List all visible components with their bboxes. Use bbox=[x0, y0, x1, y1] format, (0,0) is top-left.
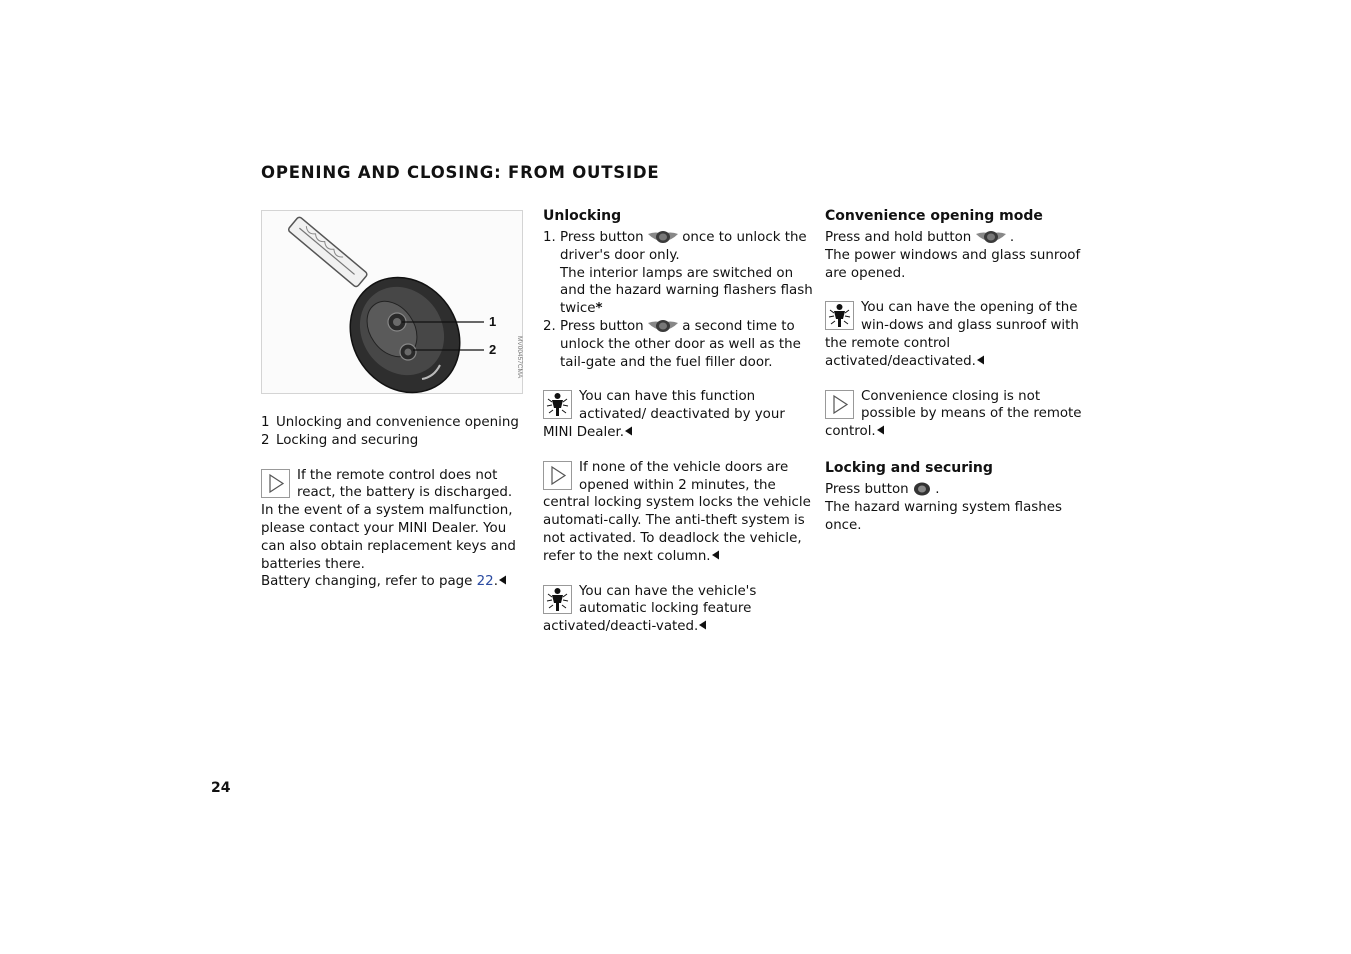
triangle-note-icon bbox=[261, 469, 290, 498]
column-left bbox=[261, 210, 533, 591]
locking-instruction: Press button . bbox=[825, 481, 940, 497]
mini-wings-button-icon bbox=[976, 230, 1006, 244]
section-title: OPENING AND CLOSING: FROM OUTSIDE bbox=[261, 163, 660, 182]
caption-1: 1 Unlocking and convenience opening bbox=[261, 415, 519, 430]
unlocking-steps bbox=[543, 229, 815, 371]
auto-relock-text: If none of the vehicle doors are opened within 2 minutes, the central locking system locks the vehicle automati-cally. The anti-theft system is not activated. To deadlock the vehicle, refer to the next column. bbox=[543, 459, 811, 564]
unlocking-step-2: 2. Press button a second time to unlock the other door as well as the tail-gate and the fuel filler door. bbox=[543, 318, 801, 370]
triangle-note-icon bbox=[543, 461, 572, 490]
end-of-section-icon bbox=[698, 620, 707, 630]
convenience-instruction: Press and hold button . bbox=[825, 230, 1015, 245]
person-dealer-icon bbox=[543, 585, 572, 614]
lock-button-icon bbox=[913, 482, 931, 496]
malfunction-text: In the event of a system malfunction, please contact your MINI Dealer. You can also obtain replacement keys and batteries there. bbox=[261, 503, 516, 572]
dealer-activation-note bbox=[543, 388, 815, 441]
locking-heading: Locking and securing bbox=[825, 459, 993, 476]
figure-image-code: MV00457CMA bbox=[516, 336, 523, 379]
end-of-section-icon bbox=[498, 575, 507, 585]
unlocking-step-1: 1. Press button once to unlock the driver's door only. The interior lamps are switched on and the hazard warning flashers flash twice* bbox=[543, 230, 813, 317]
page-number: 24 bbox=[211, 780, 231, 796]
column-middle bbox=[543, 206, 815, 636]
auto-relock-note bbox=[543, 459, 815, 566]
battery-note-intro: If the remote control does not react, the battery is discharged. bbox=[297, 467, 513, 501]
unlocking-heading: Unlocking bbox=[543, 208, 622, 224]
caption-2: 2 Locking and securing bbox=[261, 432, 419, 448]
figure-label-1: 1 bbox=[489, 314, 497, 329]
person-dealer-icon bbox=[825, 301, 854, 330]
dealer-note-text: You can have this function activated/ deactivated by your MINI Dealer. bbox=[543, 389, 785, 440]
automatic-locking-text: You can have the vehicle's automatic locking feature activated/deacti-vated. bbox=[543, 583, 757, 635]
locking-text: The hazard warning system flashes once. bbox=[825, 499, 1062, 533]
column-right bbox=[825, 206, 1097, 534]
convenience-activation-note bbox=[825, 299, 1097, 370]
triangle-note-icon bbox=[825, 390, 854, 419]
mini-wings-button-icon bbox=[648, 319, 678, 333]
end-of-section-icon bbox=[624, 426, 633, 436]
convenience-text: The power windows and glass sunroof are opened. bbox=[825, 247, 1081, 281]
automatic-locking-note bbox=[543, 583, 815, 636]
convenience-closing-note bbox=[825, 388, 1097, 441]
end-of-section-icon bbox=[876, 425, 885, 435]
convenience-heading: Convenience opening mode bbox=[825, 208, 1043, 224]
battery-changing-line: Battery changing, refer to page 22. bbox=[261, 573, 533, 591]
figure-label-2: 2 bbox=[489, 342, 497, 357]
convenience-activation-text: You can have the opening of the win-dows and glass sunroof with the remote control activated/deactivated. bbox=[825, 300, 1079, 369]
person-dealer-icon bbox=[543, 390, 572, 419]
figure-captions bbox=[261, 414, 533, 450]
mini-wings-button-icon bbox=[648, 230, 678, 244]
battery-note bbox=[261, 467, 533, 592]
remote-key-illustration bbox=[262, 211, 522, 393]
end-of-section-icon bbox=[976, 355, 985, 365]
convenience-closing-text: Convenience closing is not possible by means of the remote control. bbox=[825, 388, 1082, 440]
remote-key-figure bbox=[261, 210, 523, 394]
end-of-section-icon bbox=[711, 550, 720, 560]
page-link[interactable]: 22 bbox=[476, 574, 494, 590]
